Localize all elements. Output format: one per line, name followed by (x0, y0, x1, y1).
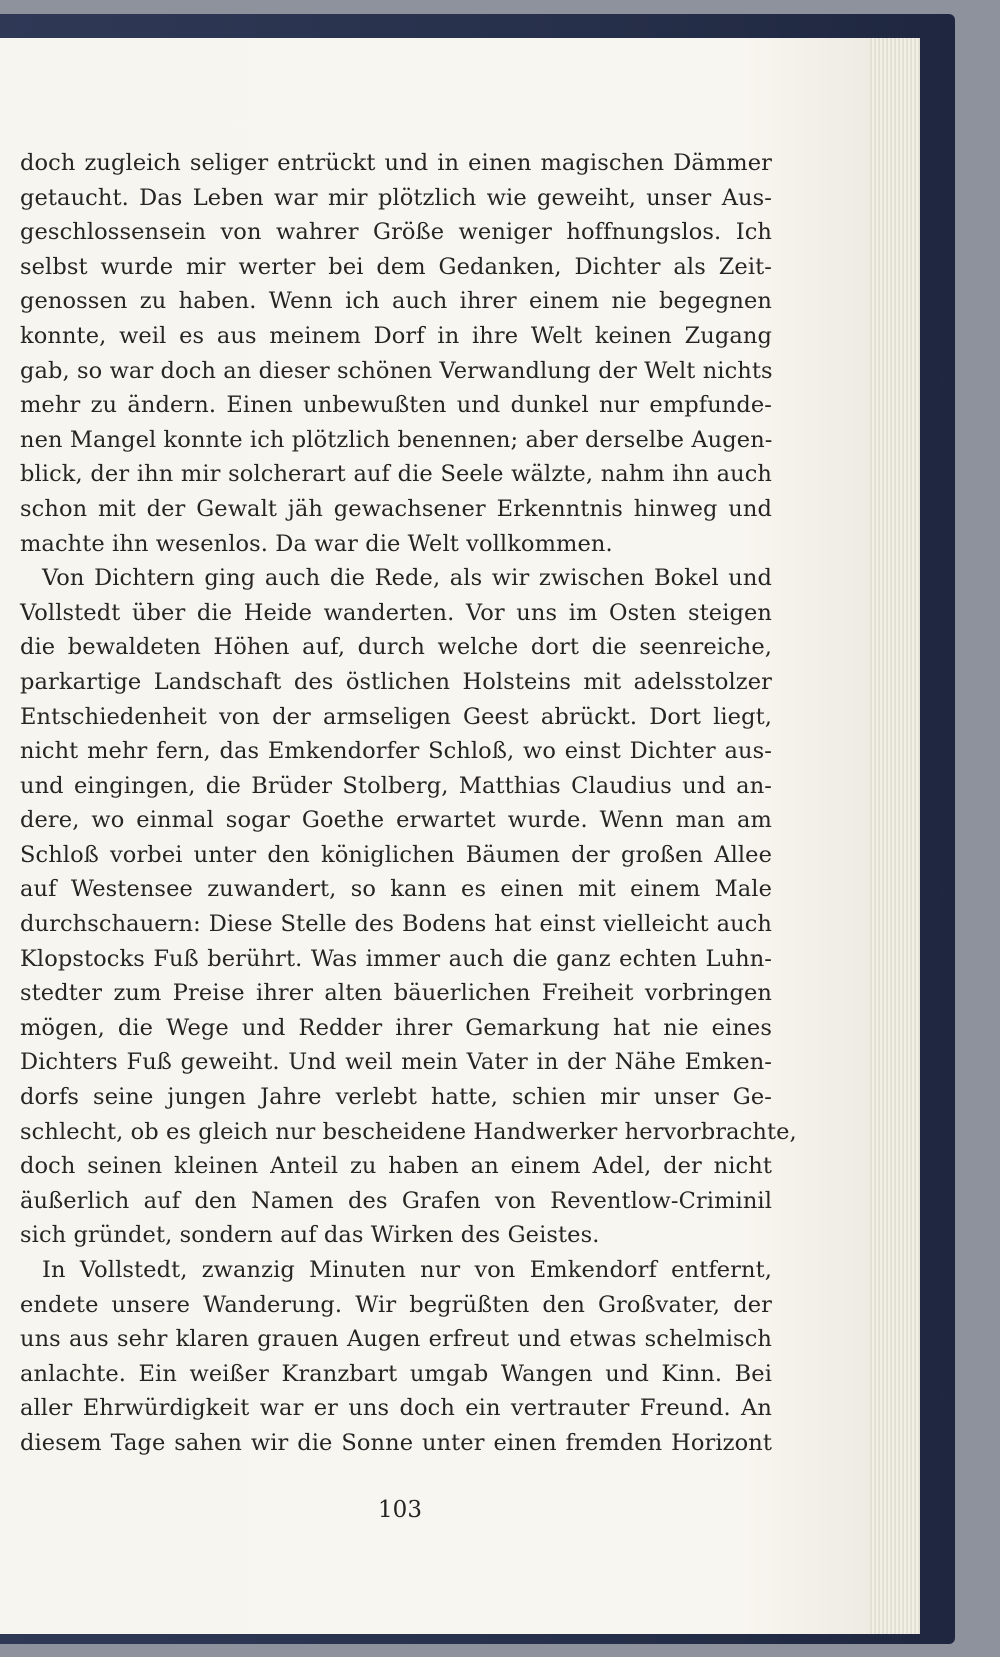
text-line: und eingingen, die Brüder Stolberg, Matthias Claudius und an- (20, 772, 772, 799)
text-line: Schloß vorbei unter den königlichen Bäumen der großen Allee (20, 841, 772, 868)
text-line: mehr zu ändern. Einen unbewußten und dunkel nur empfunde- (20, 392, 772, 419)
text-line: gab, so war doch an dieser schönen Verwandlung der Welt nichts (20, 357, 773, 384)
text-line: parkartige Landschaft des östlichen Holsteins mit adelsstolzer (20, 668, 772, 695)
text-line: doch zugleich seliger entrückt und in einen magischen Dämmer (20, 150, 772, 176)
text-line: geschlossensein von wahrer Größe weniger hoffnungslos. Ich (20, 219, 772, 246)
text-line: Klopstocks Fuß berührt. Was immer auch die ganz echten Luhn- (20, 945, 772, 972)
text-line: Dichters Fuß geweiht. Und weil mein Vater in der Nähe Emken- (20, 1049, 772, 1076)
text-line: sich gründet, sondern auf das Wirken des Geistes. (20, 1222, 600, 1249)
text-line: durchschauern: Diese Stelle des Bodens hat einst vielleicht auch (20, 911, 772, 938)
text-line: dere, wo einmal sogar Goethe erwartet wurde. Wenn man am (20, 807, 772, 834)
text-line: Entschiedenheit von der armseligen Geest abrückt. Dort liegt, (20, 703, 772, 730)
text-line: diesem Tage sahen wir die Sonne unter einen fremden Horizont (20, 1429, 772, 1456)
text-line: die bewaldeten Höhen auf, durch welche dort die seenreiche, (20, 634, 772, 661)
text-line: dorfs seine jungen Jahre verlebt hatte, schien mir unser Ge- (20, 1084, 772, 1111)
text-line: endete unsere Wanderung. Wir begrüßten den Großvater, der (20, 1291, 772, 1318)
text-line: stedter zum Preise ihrer alten bäuerlichen Freiheit vorbringen (20, 980, 772, 1007)
paragraph-first-line: In Vollstedt, zwanzig Minuten nur von Emkendorf entfernt, (42, 1257, 772, 1283)
body-text (20, 146, 797, 1461)
text-line: uns aus sehr klaren grauen Augen erfreut und etwas schelmisch (20, 1326, 772, 1353)
text-line: Vollstedt über die Heide wanderten. Vor uns im Osten steigen (20, 599, 772, 626)
text-line: schon mit der Gewalt jäh gewachsener Erkenntnis hinweg und (20, 495, 772, 522)
text-line: äußerlich auf den Namen des Grafen von Reventlow-Criminil (20, 1187, 772, 1214)
text-line: doch seinen kleinen Anteil zu haben an einem Adel, der nicht (20, 1153, 772, 1180)
text-line: anlachte. Ein weißer Kranzbart umgab Wangen und Kinn. Bei (20, 1360, 772, 1387)
text-line: konnte, weil es aus meinem Dorf in ihre Welt keinen Zugang (20, 322, 772, 349)
text-line: genossen zu haben. Wenn ich auch ihrer einem nie begegnen (20, 288, 772, 315)
text-line: nen Mangel konnte ich plötzlich benennen; aber derselbe Augen- (20, 426, 773, 453)
text-line: blick, der ihn mir solcherart auf die Seele wälzte, nahm ihn auch (20, 461, 772, 488)
text-line: machte ihn wesenlos. Da war die Welt vollkommen. (20, 530, 613, 557)
text-line: getaucht. Das Leben war mir plötzlich wie geweiht, unser Aus- (20, 184, 772, 211)
text-line: nicht mehr fern, das Emkendorfer Schloß, wo einst Dichter aus- (20, 738, 772, 765)
text-line: selbst wurde mir werter bei dem Gedanken, Dichter als Zeit- (20, 253, 772, 280)
page-number: 103 (378, 1497, 422, 1523)
paragraph-first-line: Von Dichtern ging auch die Rede, als wir zwischen Bokel und (42, 565, 772, 592)
text-line: mögen, die Wege und Redder ihrer Gemarkung hat nie eines (20, 1014, 772, 1041)
text-line: auf Westensee zuwandert, so kann es einen mit einem Male (20, 876, 772, 903)
text-line: aller Ehrwürdigkeit war er uns doch ein vertrauter Freund. An (20, 1395, 772, 1422)
book-page (0, 38, 870, 1634)
text-line: schlecht, ob es gleich nur bescheidene Handwerker hervorbrachte, (20, 1118, 797, 1145)
